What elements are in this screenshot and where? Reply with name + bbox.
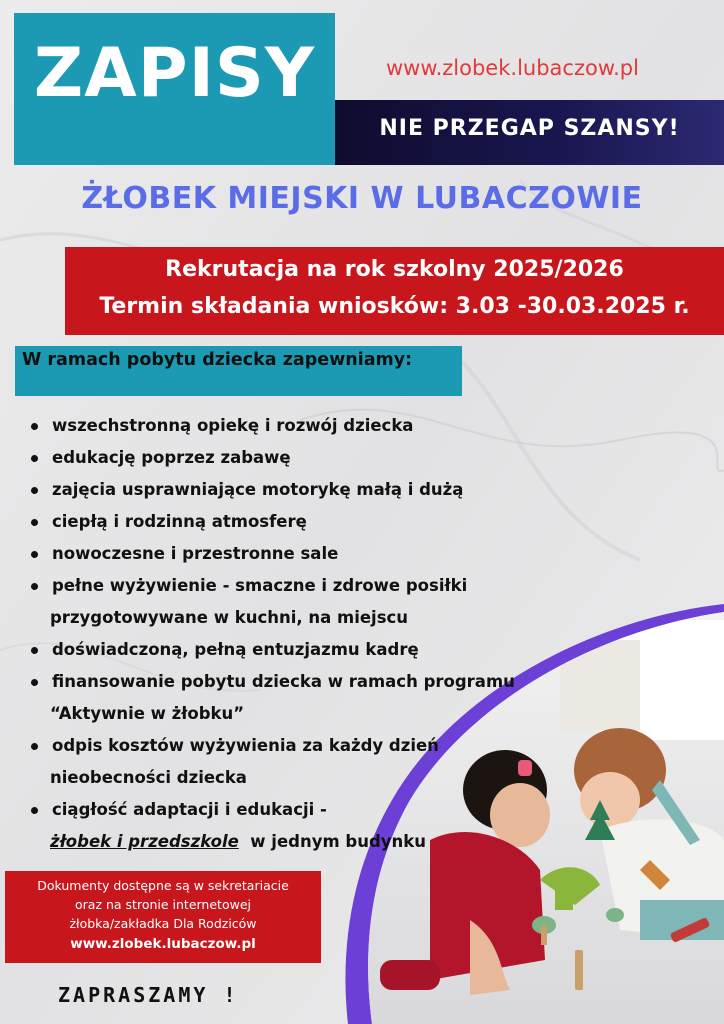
same-building-text: w jednym budynku bbox=[250, 832, 426, 851]
list-item: nowoczesne i przestronne sale bbox=[30, 538, 530, 570]
list-item-continuation bbox=[30, 826, 530, 858]
list-item: pełne wyżywienie - smaczne i zdrowe posiłki bbox=[30, 570, 530, 602]
list-item: odpis kosztów wyżywienia za każdy dzień bbox=[30, 730, 530, 762]
nursery-preschool-emphasis: żłobek i przedszkole bbox=[50, 832, 239, 851]
list-item: wszechstronną opiekę i rozwój dziecka bbox=[30, 410, 530, 442]
slogan-text: NIE PRZEGAP SZANSY! bbox=[379, 116, 680, 141]
provide-heading: W ramach pobytu dziecka zapewniamy: bbox=[22, 350, 413, 370]
invitation-text: ZAPRASZAMY ! bbox=[58, 983, 239, 1007]
list-item: zajęcia usprawniające motorykę małą i dużą bbox=[30, 474, 530, 506]
documents-line-1: Dokumenty dostępne są w sekretariacie bbox=[37, 878, 289, 893]
website-link-top[interactable]: www.zlobek.lubaczow.pl bbox=[386, 56, 639, 80]
list-item: doświadczoną, pełną entuzjazmu kadrę bbox=[30, 634, 530, 666]
list-item: edukację poprzez zabawę bbox=[30, 442, 530, 474]
list-item-continuation: przygotowywane w kuchni, na miejscu bbox=[50, 608, 409, 627]
zapisy-title: ZAPISY bbox=[33, 34, 316, 113]
website-link-bottom[interactable]: www.zlobek.lubaczow.pl bbox=[70, 936, 256, 952]
recruitment-deadline: Termin składania wniosków: 3.03 -30.03.2025 r. bbox=[99, 294, 690, 319]
documents-line-2: oraz na stronie internetowej bbox=[75, 897, 251, 912]
list-item: finansowanie pobytu dziecka w ramach programu bbox=[30, 666, 530, 698]
list-item-continuation: “Aktywnie w żłobku” bbox=[50, 704, 245, 723]
benefits-list bbox=[30, 410, 530, 858]
recruitment-year: Rekrutacja na rok szkolny 2025/2026 bbox=[165, 257, 624, 282]
list-item: ciągłość adaptacji i edukacji - bbox=[30, 794, 530, 826]
documents-line-3: żłobka/zakładka Dla Rodziców bbox=[69, 916, 257, 931]
organization-title: ŻŁOBEK MIEJSKI W LUBACZOWIE bbox=[81, 181, 643, 216]
list-item: ciepłą i rodzinną atmosferę bbox=[30, 506, 530, 538]
list-item-continuation: nieobecności dziecka bbox=[50, 768, 247, 787]
